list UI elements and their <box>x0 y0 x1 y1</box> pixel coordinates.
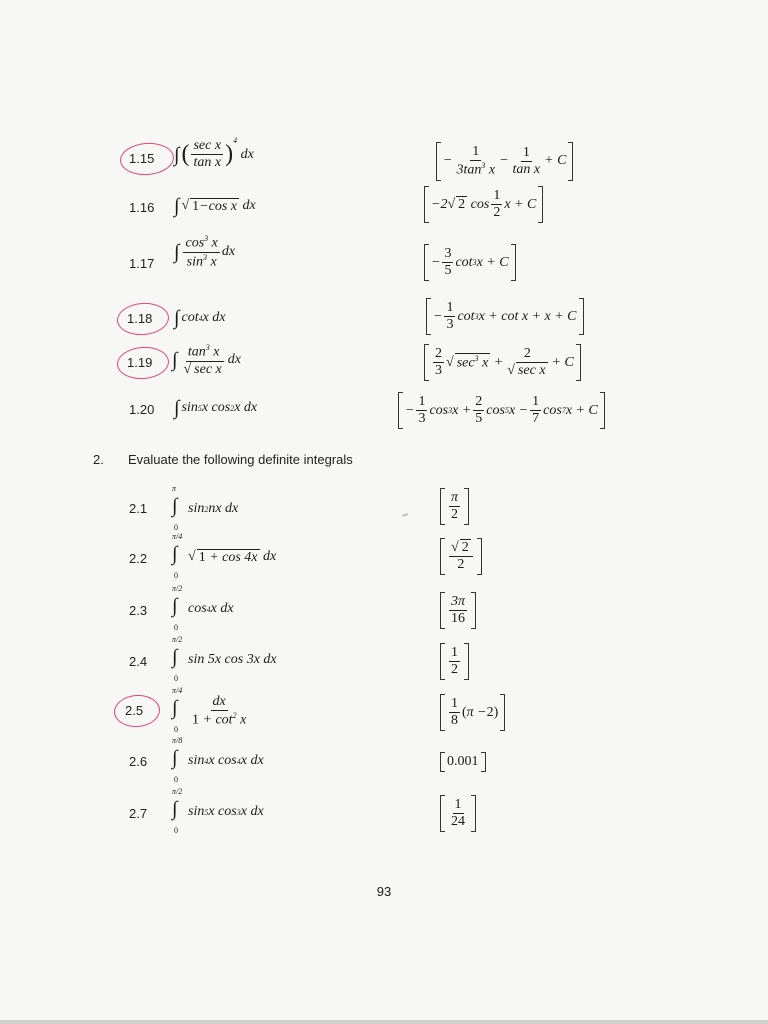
problem-number: 1.18 <box>127 311 153 326</box>
answer-box: $\frac{1}{8}$ ( π − 2 ) <box>440 694 505 731</box>
integral-expression: π ∫ 0 sin 2 nx dx <box>172 484 239 532</box>
scan-edge <box>0 1020 768 1024</box>
problem-number: 2.2 <box>129 551 148 566</box>
problem-number: 2.1 <box>129 501 148 516</box>
answer-box: $\frac{2}{3}$ √ $\sec^3 x$ + $\frac{2}{\text{√ sec x}}$ + C <box>424 344 581 381</box>
problem-number: 1.15 <box>129 151 155 166</box>
problem-number: 2.5 <box>125 703 144 718</box>
page-number: 93 <box>376 884 392 899</box>
integral-expression: ∫ $\frac{\tan^3 x}{\text{√ sec x}}$ dx <box>172 343 241 377</box>
answer-box: − $\frac{1}{3}$ cot 3 x + cot x + x + C <box>426 298 584 335</box>
problem-number: 1.17 <box>129 256 155 271</box>
integral-expression: π/2 ∫ 0 sin 5x cos 3x dx <box>172 635 277 683</box>
problem-number: 1.20 <box>129 402 155 417</box>
integral-expression: ∫ $\frac{\cos^3 x}{\sin^3 x}$ dx <box>174 234 236 270</box>
integral-expression: ∫ √ 1−cos x dx <box>174 195 256 217</box>
problem-number: 2.3 <box>129 603 148 618</box>
answer-box: 0.001 <box>440 752 486 772</box>
problem-number: 1.16 <box>129 200 155 215</box>
problem-number: 2.4 <box>129 654 148 669</box>
section-number: 2. <box>93 452 104 467</box>
answer-box: $\frac{√ 2}{2}$ <box>440 538 482 575</box>
answer-box: $\frac{3\pi}{16}$ <box>440 592 476 629</box>
integral-expression: ∫ cot 4 x dx <box>174 307 226 329</box>
problem-number: 2.7 <box>129 806 148 821</box>
problem-number: 2.6 <box>129 754 148 769</box>
answer-box: $\frac{1}{2}$ <box>440 643 469 680</box>
answer-box: $\frac{1}{24}$ <box>440 795 476 832</box>
answer-box: − $\frac{3}{5}$ cot 3 x + C <box>424 244 516 281</box>
integral-expression: π/8 ∫ 0 sin 4 x cos 4 x dx <box>172 736 264 784</box>
integral-expression: ∫ ( $\frac{\text{sec x}}{\text{tan x}}$ ) $^4$ dx <box>174 136 254 171</box>
integral-expression: π/2 ∫ 0 sin 5 x cos 3 x dx <box>172 787 264 835</box>
answer-box: − $\frac{1}{3}$ cos 3 x + $\frac{2}{5}$ cos 5 x − $\frac{1}{7}$ cos 7 x + C <box>398 392 605 429</box>
answer-box: $\frac{\pi}{2}$ <box>440 488 469 525</box>
integral-expression: π/2 ∫ 0 cos 4 x dx <box>172 584 234 632</box>
section-title: Evaluate the following definite integrals <box>128 452 353 467</box>
integral-expression: ∫ sin 5 x cos 2 x dx <box>174 397 258 419</box>
integral-expression: π/4 ∫ 0 $\frac{dx}{1 + \cot^2 x}$ <box>172 686 247 734</box>
answer-box: −2 √ 2 cos $\frac{1}{2}$ x + C <box>424 186 543 223</box>
problem-number: 1.19 <box>127 355 153 370</box>
integral-expression: π/4 ∫ 0 √ 1 + cos 4x dx <box>172 532 277 580</box>
answer-box: − $\frac{1}{3\tan^3 x}$ − $\frac{1}{\text{tan x}}$ + C <box>436 142 573 181</box>
scan-speck <box>402 513 408 517</box>
